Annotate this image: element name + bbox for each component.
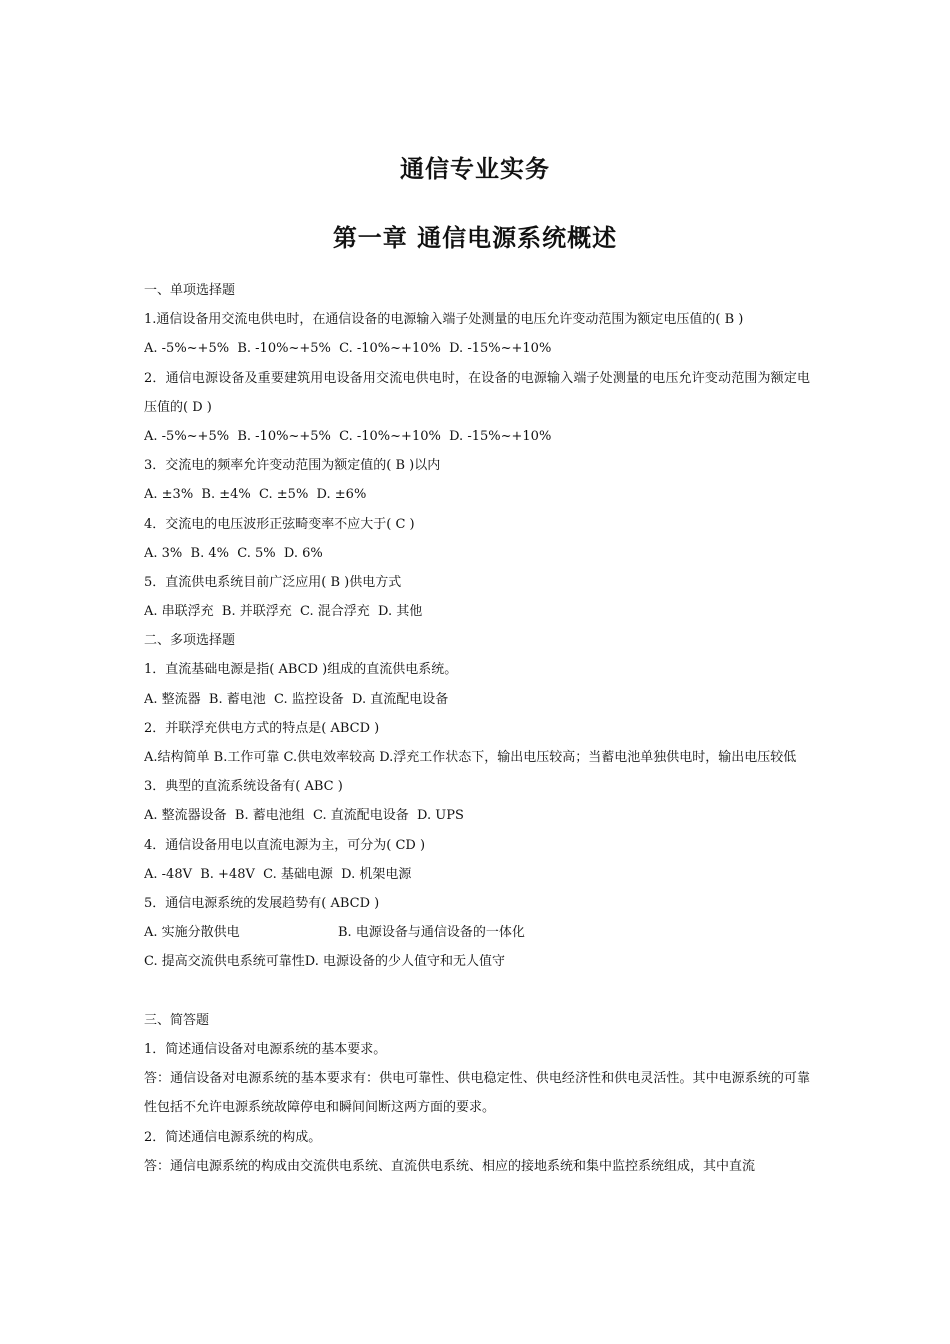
answer-text: 答：通信电源系统的构成由交流供电系统、直流供电系统、相应的接地系统和集中监控系统组成，其中直流 — [144, 1158, 756, 1174]
section-heading: 二、多项选择题 — [144, 633, 236, 649]
spacer — [144, 977, 810, 1006]
question-options: A. -5%~+5% B. -10%~+5% C. -10%~+10% D. -15%~+10% — [144, 341, 552, 357]
question-options: A. 整流器 B. 蓄电池 C. 监控设备 D. 直流配电设备 — [144, 691, 449, 707]
question-text: 2．简述通信电源系统的构成。 — [144, 1129, 322, 1145]
question-options: A. 串联浮充 B. 并联浮充 C. 混合浮充 D. 其他 — [144, 604, 423, 620]
question-text: 5．通信电源系统的发展趋势有( ABCD ) — [144, 895, 380, 911]
question-options: A. ±3% B. ±4% C. ±5% D. ±6% — [144, 487, 367, 503]
question-options: A. 3% B. 4% C. 5% D. 6% — [144, 545, 323, 561]
question-options — [144, 918, 810, 947]
question-text: 4．通信设备用电以直流电源为主，可分为( CD ) — [144, 837, 426, 853]
question-text: 2．通信电源设备及重要建筑用电设备用交流电供电时，在设备的电源输入端子处测量的电压允许变动范围为额定电压值的( D ) — [144, 370, 810, 415]
question-text: 3．交流电的频率允许变动范围为额定值的( B )以内 — [144, 458, 441, 474]
question-options: A. -5%~+5% B. -10%~+5% C. -10%~+10% D. -15%~+10% — [144, 428, 552, 444]
document-title: 通信专业实务 — [400, 155, 550, 183]
question-text: 1．直流基础电源是指( ABCD )组成的直流供电系统。 — [144, 662, 458, 678]
question-text: 4．交流电的电压波形正弦畸变率不应大于( C ) — [144, 516, 415, 532]
question-text: 2．并联浮充供电方式的特点是( ABCD ) — [144, 720, 380, 736]
chapter-title: 第一章 通信电源系统概述 — [332, 224, 618, 252]
question-options: A.结构简单 B.工作可靠 C.供电效率较高 D.浮充工作状态下，输出电压较高；当蓄电池单独供电时，输出电压较低 — [144, 750, 797, 766]
option: C. 提高交流供电系统可靠性 — [144, 954, 305, 970]
option: D. 电源设备的少人值守和无人值守 — [304, 954, 505, 970]
question-options: A. -48V B. +48V C. 基础电源 D. 机架电源 — [144, 866, 412, 882]
question-text: 5．直流供电系统目前广泛应用( B )供电方式 — [144, 574, 402, 590]
section-heading: 三、简答题 — [144, 1012, 210, 1028]
section-heading: 一、单项选择题 — [144, 283, 236, 298]
question-text: 3．典型的直流系统设备有( ABC ) — [144, 779, 343, 795]
question-options: A. 整流器设备 B. 蓄电池组 C. 直流配电设备 D. UPS — [144, 808, 464, 824]
question-options — [144, 947, 810, 976]
question-text: 1.通信设备用交流电供电时，在通信设备的电源输入端子处测量的电压允许变动范围为额定电压值的( B ) — [144, 312, 744, 328]
option: A. 实施分散供电 — [144, 925, 240, 941]
question-text: 1．简述通信设备对电源系统的基本要求。 — [144, 1041, 387, 1057]
document-body — [144, 276, 810, 1181]
answer-text: 答：通信设备对电源系统的基本要求有：供电可靠性、供电稳定性、供电经济性和供电灵活性。其中电源系统的可靠性包括不允许电源系统故障停电和瞬间间断这两方面的要求。 — [144, 1071, 810, 1116]
option: B. 电源设备与通信设备的一体化 — [338, 925, 525, 941]
